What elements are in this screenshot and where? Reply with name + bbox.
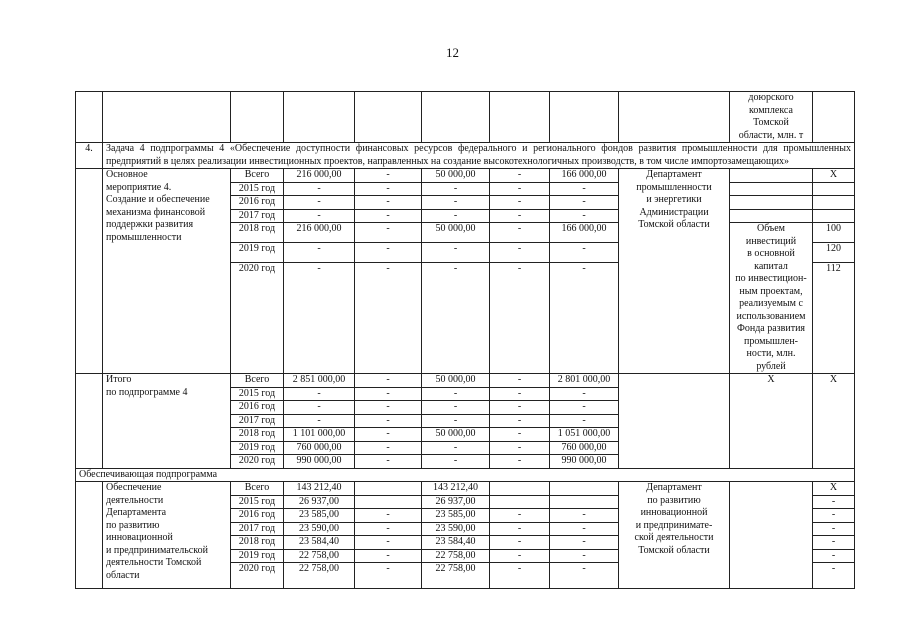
value-cell: X <box>813 169 855 183</box>
table-row: 2018 год 23 584,40 - 23 584,40 - - - <box>76 536 855 550</box>
table-row: 2018 год 216 000,00 - 50 000,00 - 166 000,00 Объем инвестиций в основной капитал по инвестицион- ным проектам, реализуемым с использованием Фонда развития промышлен- ности, млн. рублей 100 <box>76 223 855 243</box>
table-row: 2016 год 23 585,00 - 23 585,00 - - - <box>76 509 855 523</box>
table-row: 2015 год 26 937,00 26 937,00 - <box>76 495 855 509</box>
reg-cell: 50 000,00 <box>422 169 490 183</box>
table-row: 2015 год - - - - - <box>76 387 855 401</box>
table-row: 2020 год 22 758,00 - 22 758,00 - - - <box>76 563 855 589</box>
table-row: 2017 год 23 590,00 - 23 590,00 - - - <box>76 522 855 536</box>
support-name: Обеспечение деятельности Департамента по развитию инновационной и предпринимательской деятельности Томской области <box>103 482 231 589</box>
indicator-cell: Объем инвестиций в основной капитал по инвестицион- ным проектам, реализуемым с использованием Фонда развития промышлен- ности, млн. рублей <box>730 223 813 374</box>
section-title: Обеспечивающая подпрограмма <box>76 468 855 482</box>
value-cell: 120 <box>813 243 855 263</box>
table-row: 2017 год - - - - - <box>76 414 855 428</box>
carry-over-row <box>76 92 855 143</box>
task-row <box>76 143 855 169</box>
table-row: 2017 год - - - - - <box>76 209 855 223</box>
program-table <box>75 91 855 589</box>
value-cell: 112 <box>813 263 855 374</box>
executor-cell: Департамент промышленности и энергетики Администрации Томской области <box>619 169 730 374</box>
task-number: 4. <box>76 143 103 169</box>
value-cell: 100 <box>813 223 855 243</box>
table-row: 2016 год - - - - - <box>76 401 855 415</box>
table-row: 2019 год - - - - - 120 <box>76 243 855 263</box>
extra-cell: 166 000,00 <box>550 169 619 183</box>
value-cell: X <box>813 374 855 469</box>
total-cell: 216 000,00 <box>284 169 355 183</box>
task-text: Задача 4 подпрограммы 4 «Обеспечение доступности финансовых ресурсов федерального и регионального фондов развития промышленности для промышленных предприятий в целях реализации инвестиционных проектов, направленных на создание высокотехнологичных производств, в том числе импортозамещающих» <box>103 143 855 169</box>
local-cell: - <box>490 169 550 183</box>
indicator-cell: X <box>730 374 813 469</box>
table-row: Итого по подпрограмме 4 Всего 2 851 000,00 - 50 000,00 - 2 801 000,00 X X <box>76 374 855 388</box>
table-row: 2015 год - - - - - <box>76 182 855 196</box>
table-row: 2019 год 22 758,00 - 22 758,00 - - - <box>76 549 855 563</box>
section-header-row <box>76 468 855 482</box>
activity-name: Основное мероприятие 4. Создание и обеспечение механизма финансовой поддержки развития промышленности <box>103 169 231 374</box>
table-row: 2016 год - - - - - <box>76 196 855 210</box>
table-row: 2020 год 990 000,00 - - - 990 000,00 <box>76 455 855 469</box>
table-row: Обеспечение деятельности Департамента по развитию инновационной и предпринимательской деятельности Томской области Всего 143 212,40 143 212,40 Департамент по развитию инновационной и предпринимате- ской деятельности Томской области X <box>76 482 855 496</box>
table-row: 2018 год 1 101 000,00 - 50 000,00 - 1 051 000,00 <box>76 428 855 442</box>
page-number: 12 <box>446 45 459 60</box>
executor-cell: Департамент по развитию инновационной и предпринимате- ской деятельности Томской области <box>619 482 730 589</box>
fed-cell: - <box>355 169 422 183</box>
table-row <box>76 169 855 183</box>
table-row: 2019 год 760 000,00 - - - 760 000,00 <box>76 441 855 455</box>
period-cell: Всего <box>231 169 284 183</box>
indicator-tail: доюрского комплекса Томской области, млн. т <box>730 92 813 143</box>
itogo-name: Итого по подпрограмме 4 <box>103 374 231 469</box>
table-row: 2020 год - - - - - 112 <box>76 263 855 374</box>
